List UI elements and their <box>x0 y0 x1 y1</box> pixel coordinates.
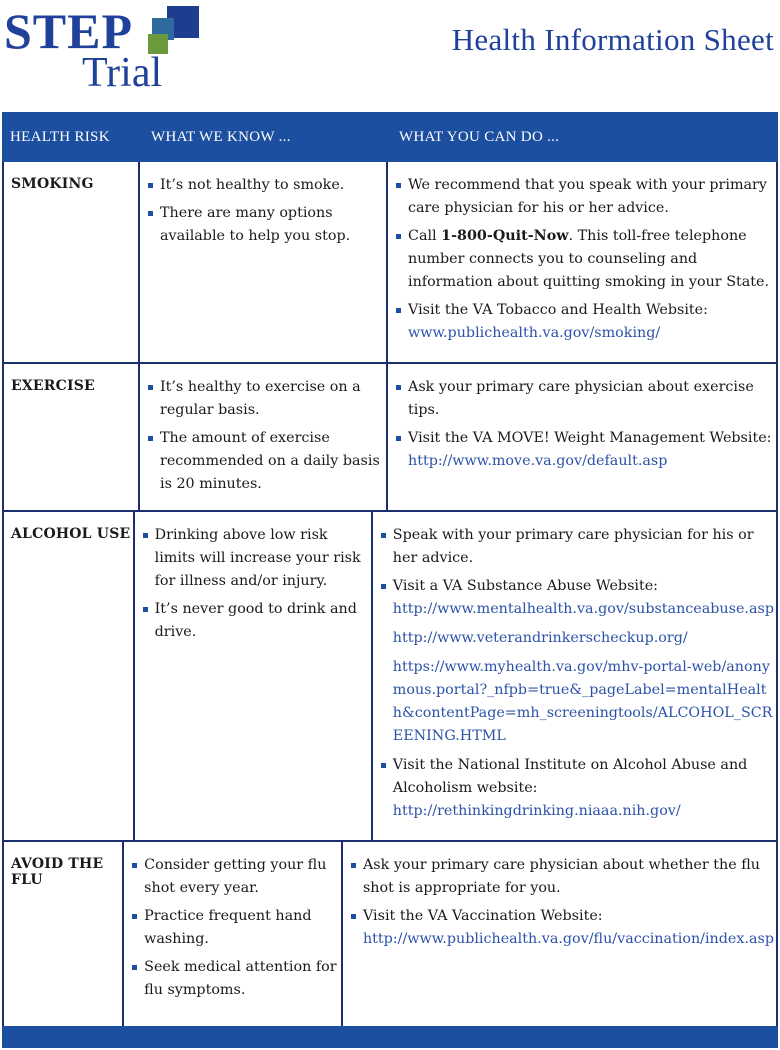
do-alcohol <box>373 512 776 840</box>
link-niaaa[interactable]: http://rethinkingdrinking.niaaa.nih.gov/ <box>392 803 681 819</box>
know-text: Practice frequent hand washing. <box>144 908 312 947</box>
health-table <box>2 112 778 1048</box>
bullet-icon <box>351 863 356 868</box>
list-item <box>143 524 367 593</box>
quitline-number: 1-800-Quit-Now <box>441 228 569 244</box>
list-item <box>148 202 382 248</box>
do-text: Visit the National Institute on Alcohol Abuse and Alcoholism website: <box>392 757 748 796</box>
list-item <box>381 575 774 621</box>
list-item <box>148 376 382 422</box>
risk-exercise: EXERCISE <box>4 364 140 510</box>
bullet-icon <box>148 436 153 441</box>
footer-bar <box>2 1026 778 1048</box>
list-item <box>396 225 774 294</box>
list-item <box>148 427 382 496</box>
logo-word-trial: Trial <box>82 50 163 96</box>
link-va-substance-abuse[interactable]: http://www.mentalhealth.va.gov/substanceabuse.asp <box>392 601 774 617</box>
row-flu <box>4 842 776 1026</box>
link-va-move[interactable]: http://www.move.va.gov/default.asp <box>408 453 668 469</box>
bullet-icon <box>148 211 153 216</box>
know-smoking <box>140 162 388 362</box>
know-text: There are many options available to help you stop. <box>160 205 351 244</box>
link-drinkers-checkup[interactable]: http://www.veterandrinkerscheckup.org/ <box>392 630 688 646</box>
list-item <box>148 174 382 197</box>
bullet-icon <box>132 965 137 970</box>
list-item <box>132 905 337 951</box>
list-item <box>143 598 367 644</box>
header-what-we-know: WHAT WE KNOW ... <box>151 128 291 145</box>
bullet-icon <box>396 385 401 390</box>
row-smoking <box>4 162 776 364</box>
list-item <box>381 524 774 570</box>
list-item <box>381 754 774 823</box>
bullet-icon <box>381 584 386 589</box>
do-text: Visit a VA Substance Abuse Website: <box>392 578 658 594</box>
do-text: . This toll-free telephone number connects you to counseling and information about quitting smoking in your State. <box>408 228 770 290</box>
logo-word-step: STEP <box>4 3 134 59</box>
do-text: Visit the VA Tobacco and Health Website: <box>408 302 708 318</box>
header-health-risk: HEALTH RISK <box>10 128 110 145</box>
bullet-icon <box>396 183 401 188</box>
do-text: Visit the VA Vaccination Website: <box>362 908 603 924</box>
do-flu <box>343 842 776 1026</box>
do-text: Call <box>408 228 442 244</box>
list-item <box>396 299 774 345</box>
row-exercise <box>4 364 776 512</box>
bullet-icon <box>396 436 401 441</box>
bullet-icon <box>148 183 153 188</box>
bullet-icon <box>132 914 137 919</box>
know-text: Drinking above low risk limits will increase your risk for illness and/or injury. <box>154 527 361 589</box>
do-text: We recommend that you speak with your primary care physician for his or her advice. <box>408 177 767 216</box>
know-text: It’s healthy to exercise on a regular basis. <box>160 379 361 418</box>
list-item <box>396 427 774 473</box>
link-va-smoking[interactable]: www.publichealth.va.gov/smoking/ <box>408 325 661 341</box>
list-item <box>132 854 337 900</box>
bullet-icon <box>351 914 356 919</box>
do-text: Visit the VA MOVE! Weight Management Website: <box>408 430 772 446</box>
know-text: It’s never good to drink and drive. <box>154 601 357 640</box>
know-text: It’s not healthy to smoke. <box>160 177 345 193</box>
bullet-icon <box>381 533 386 538</box>
link-myhealth-screening[interactable]: https://www.myhealth.va.gov/mhv-portal-web/anonymous.portal?_nfpb=true&_pageLabel=mentalHealth&contentPage=mh_screeningtools/ALCOHOL_SCREENING.HTML <box>392 659 773 744</box>
page-title: Health Information Sheet <box>451 22 774 57</box>
do-text: Ask your primary care physician about exercise tips. <box>408 379 754 418</box>
bullet-icon <box>132 863 137 868</box>
risk-smoking: SMOKING <box>4 162 140 362</box>
know-text: Seek medical attention for flu symptoms. <box>144 959 337 998</box>
do-smoking <box>388 162 776 362</box>
risk-flu: AVOID THE FLU <box>4 842 124 1026</box>
bullet-icon <box>396 234 401 239</box>
know-alcohol <box>135 512 373 840</box>
do-exercise <box>388 364 776 510</box>
step-trial-logo <box>4 4 204 96</box>
list-item <box>351 905 774 951</box>
row-alcohol <box>4 512 776 842</box>
do-text: Speak with your primary care physician for his or her advice. <box>392 527 754 566</box>
list-item <box>396 174 774 220</box>
header-what-you-can-do: WHAT YOU CAN DO ... <box>399 128 560 145</box>
know-text: The amount of exercise recommended on a daily basis is 20 minutes. <box>160 430 380 492</box>
know-flu <box>124 842 343 1026</box>
table-header <box>2 112 778 162</box>
link-va-vaccination[interactable]: http://www.publichealth.va.gov/flu/vaccination/index.asp <box>362 931 774 947</box>
do-text: Ask your primary care physician about whether the flu shot is appropriate for you. <box>362 857 760 896</box>
list-item <box>132 956 337 1002</box>
know-text: Consider getting your flu shot every year. <box>144 857 327 896</box>
know-exercise <box>140 364 388 510</box>
list-item <box>351 854 774 900</box>
bullet-icon <box>381 763 386 768</box>
bullet-icon <box>396 308 401 313</box>
bullet-icon <box>143 607 148 612</box>
bullet-icon <box>143 533 148 538</box>
risk-alcohol: ALCOHOL USE <box>4 512 135 840</box>
bullet-icon <box>148 385 153 390</box>
list-item <box>396 376 774 422</box>
